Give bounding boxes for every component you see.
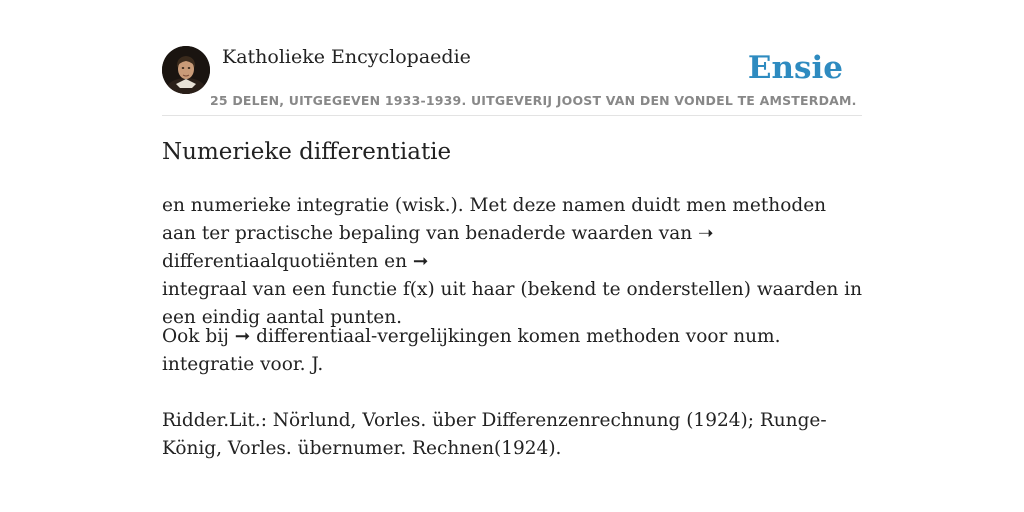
arrow-icon: ➞ [412,251,429,272]
paragraph-text: Ook bij [162,326,235,347]
paragraph-text: en numerieke integratie (wisk.). Met deze namen duidt men methoden aan ter practische bepaling van benaderde waarden van [162,195,827,244]
link-integraal[interactable]: integraal [162,279,247,300]
portrait-avatar-icon[interactable] [162,46,210,94]
article-paragraph-1 [162,192,862,332]
paragraph-text: van een functie f(x) uit haar (bekend te onderstellen) waarden in een eindig aantal punten. [162,279,862,328]
arrow-icon: ➞ [234,326,251,347]
article-literature: Ridder.Lit.: Nörlund, Vorles. über Differenzenrechnung (1924); Runge-König, Vorles. übernumer. Rechnen(1924). [162,410,827,459]
site-header [162,44,862,116]
arrow-icon: ➝ [698,223,714,244]
ensie-logo[interactable]: Ensie [747,50,843,86]
book-title[interactable]: Katholieke Encyclopaedie [222,46,471,68]
header-divider [162,115,862,116]
article-paragraph-2 [162,323,862,379]
paragraph-text: komen methoden voor num. integratie voor. J. [162,326,781,375]
book-subtitle: 25 DELEN, UITGEGEVEN 1933-1939. UITGEVERIJ JOOST VAN DEN VONDEL TE AMSTERDAM. [210,93,857,108]
link-differentiaal-vergelijkingen[interactable]: differentiaal-vergelijkingen [250,326,512,347]
article-title: Numerieke differentiatie [162,139,452,165]
link-differentiaalquotienten[interactable]: differentiaalquotiënten en [162,251,413,272]
